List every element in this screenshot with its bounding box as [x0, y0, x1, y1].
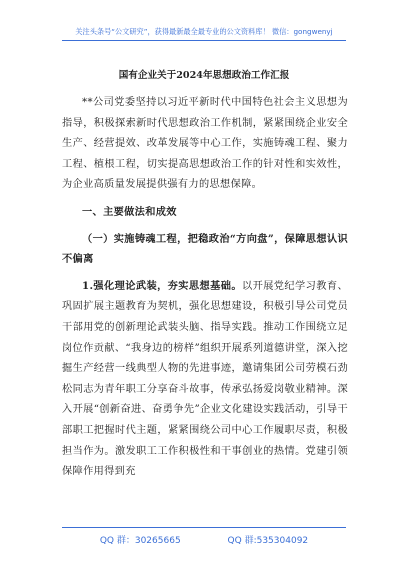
- header-rule: [62, 40, 346, 41]
- footer-qq-group-1: QQ 群：30265665: [99, 536, 181, 546]
- document-title: 国有企业关于2024年思想政治工作汇报: [118, 70, 290, 81]
- intro-paragraph: **公司党委坚持以习近平新时代中国特色社会主义思想为指导，积极探索新时代思想政治工作机制，紧紧围绕企业安全生产、经营提效、改革发展等中心工作，实施铸魂工程、聚力工程、植根工程，切实提高思想政治工作的针对性和实效性，为企业高质量发展提供强有力的思想保障。: [62, 97, 348, 191]
- paragraph-text: 以开展党纪学习教育、巩固扩展主题教育为契机，强化思想建设，积极引导公司党员干部用党的创新理论武装头脑、指导实践。推动工作围绕立足岗位作贡献、“我身边的榜样”组织开展系列道德讲堂，深入挖掘生产经营一线典型人物的先进事迹，邀请集团公司劳模石劲松同志为青年职工分享奋斗故事，传承弘扬爱岗敬业精神。深入开展“创新奋进、奋勇争先”企业文化建设实践活动，引导干部职工把握时代主题，紧紧围绕公司中心工作履职尽责，积极担当作为。激发职工工作积极性和干事创业的热情。党建引领保障作用得到充: [62, 280, 349, 478]
- section-heading: 一、主要做法和成效: [82, 205, 177, 218]
- body-paragraph: [62, 276, 348, 483]
- footer: [0, 533, 408, 546]
- paragraph-lead: 1.强化理论武装，夯实思想基础。: [82, 279, 242, 292]
- subsection-heading: （一）实施铸魂工程，把稳政治“方向盘”，保障思想认识不偏离: [62, 232, 348, 266]
- footer-rule: [62, 527, 346, 528]
- header-banner: 关注头条号“公文研究”，获得最新最全最专业的公文资料库！ 微信：gongwenyj: [75, 27, 333, 36]
- footer-qq-group-2: QQ 群:535304092: [227, 536, 309, 546]
- document-body: [62, 93, 348, 483]
